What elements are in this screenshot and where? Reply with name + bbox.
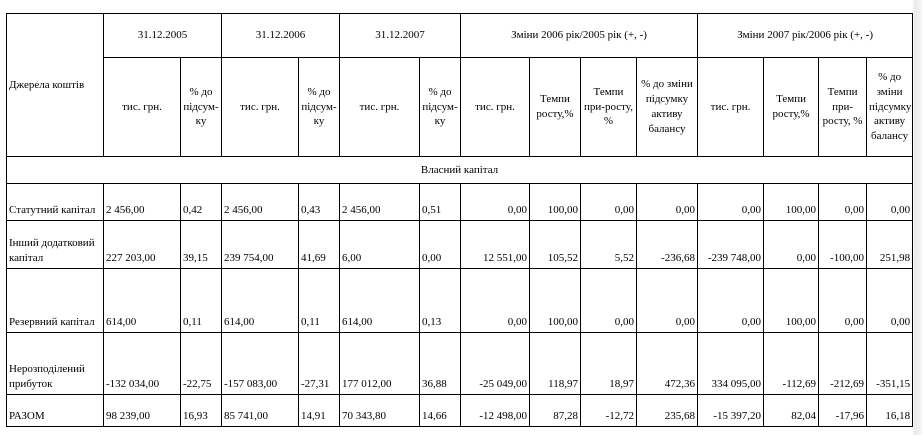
cell: -27,31 [299,333,340,395]
date-header-2005: 31.12.2005 [104,14,222,58]
header-row-1 [7,14,913,58]
cell: 239 754,00 [222,221,299,269]
row-label: РАЗОМ [7,395,104,427]
cell: 39,15 [181,221,222,269]
cell: 0,00 [819,184,867,221]
cell: 0,11 [299,269,340,333]
cell: 0,00 [698,184,764,221]
cell: -12 498,00 [461,395,530,427]
cell: -25 049,00 [461,333,530,395]
cell: 0,00 [461,184,530,221]
cell: 2 456,00 [104,184,181,221]
cell: -157 083,00 [222,333,299,395]
cell: -212,69 [819,333,867,395]
sub-header-amount: тис. грн. [698,58,764,157]
cell: -351,15 [867,333,913,395]
sub-header-growth: Темпи росту,% [530,58,581,157]
cell: 0,00 [581,269,637,333]
cell: 12 551,00 [461,221,530,269]
cell: -15 397,20 [698,395,764,427]
cell: -12,72 [581,395,637,427]
cell: 2 456,00 [222,184,299,221]
cell: 0,00 [867,269,913,333]
sub-header-share: % до підсум-ку [420,58,461,157]
cell: -100,00 [819,221,867,269]
cell: 70 343,80 [340,395,420,427]
table-row-total [7,395,913,427]
cell: 14,91 [299,395,340,427]
cell: 6,00 [340,221,420,269]
table-row [7,333,913,395]
cell: 105,52 [530,221,581,269]
section-row [7,157,913,184]
sub-header-share-change: % до зміни підсумку активу балансу [867,58,913,157]
cell: 0,00 [461,269,530,333]
sub-header-share-change: % до зміни підсумку активу балансу [637,58,698,157]
sub-header-amount: тис. грн. [104,58,181,157]
cell: -236,68 [637,221,698,269]
table-row [7,269,913,333]
cell: 0,51 [420,184,461,221]
header-row-2 [7,58,913,157]
cell: 0,00 [637,184,698,221]
cell: 100,00 [530,184,581,221]
sub-header-amount: тис. грн. [461,58,530,157]
cell: 85 741,00 [222,395,299,427]
sub-header-share: % до підсум-ку [181,58,222,157]
row-label: Резервний капітал [7,269,104,333]
cell: 87,28 [530,395,581,427]
cell: 0,43 [299,184,340,221]
row-label: Нерозподілений прибуток [7,333,104,395]
cell: 334 095,00 [698,333,764,395]
cell: 0,00 [698,269,764,333]
cell: 16,93 [181,395,222,427]
cell: 36,88 [420,333,461,395]
cell: -22,75 [181,333,222,395]
cell: 614,00 [104,269,181,333]
cell: 0,00 [637,269,698,333]
cell: 100,00 [530,269,581,333]
cell: 82,04 [764,395,819,427]
cell: 5,52 [581,221,637,269]
row-label: Статутний капітал [7,184,104,221]
cell: 614,00 [222,269,299,333]
cell: 41,69 [299,221,340,269]
cell: 0,00 [764,221,819,269]
cell: 100,00 [764,184,819,221]
cell: -132 034,00 [104,333,181,395]
cell: 14,66 [420,395,461,427]
source-header: Джерела коштів [7,14,104,157]
cell: -239 748,00 [698,221,764,269]
cell: 118,97 [530,333,581,395]
sub-header-increase: Темпи при-росту, % [819,58,867,157]
cell: 0,42 [181,184,222,221]
cell: 614,00 [340,269,420,333]
sub-header-amount: тис. грн. [222,58,299,157]
cell: 235,68 [637,395,698,427]
cell: 2 456,00 [340,184,420,221]
cell: 0,00 [867,184,913,221]
cell: -17,96 [819,395,867,427]
cell: 16,18 [867,395,913,427]
cell: 0,00 [581,184,637,221]
cell: 0,00 [420,221,461,269]
cell: 0,13 [420,269,461,333]
cell: 472,36 [637,333,698,395]
date-header-2006: 31.12.2006 [222,14,340,58]
cell: 177 012,00 [340,333,420,395]
cell: -112,69 [764,333,819,395]
cell: 0,00 [819,269,867,333]
table-row [7,184,913,221]
change-header-2007-2006: Зміни 2007 рік/2006 рік (+, -) [698,14,913,58]
cell: 100,00 [764,269,819,333]
cell: 227 203,00 [104,221,181,269]
sub-header-share: % до підсум-ку [299,58,340,157]
capital-sources-table [6,13,913,427]
cell: 98 239,00 [104,395,181,427]
date-header-2007: 31.12.2007 [340,14,461,58]
cell: 0,11 [181,269,222,333]
row-label: Інший додатковий капітал [7,221,104,269]
cell: 18,97 [581,333,637,395]
section-title: Власний капітал [7,157,913,184]
change-header-2006-2005: Зміни 2006 рік/2005 рік (+, -) [461,14,698,58]
sub-header-growth: Темпи росту,% [764,58,819,157]
sub-header-increase: Темпи при-росту, % [581,58,637,157]
table-row [7,221,913,269]
sub-header-amount: тис. грн. [340,58,420,157]
cell: 251,98 [867,221,913,269]
